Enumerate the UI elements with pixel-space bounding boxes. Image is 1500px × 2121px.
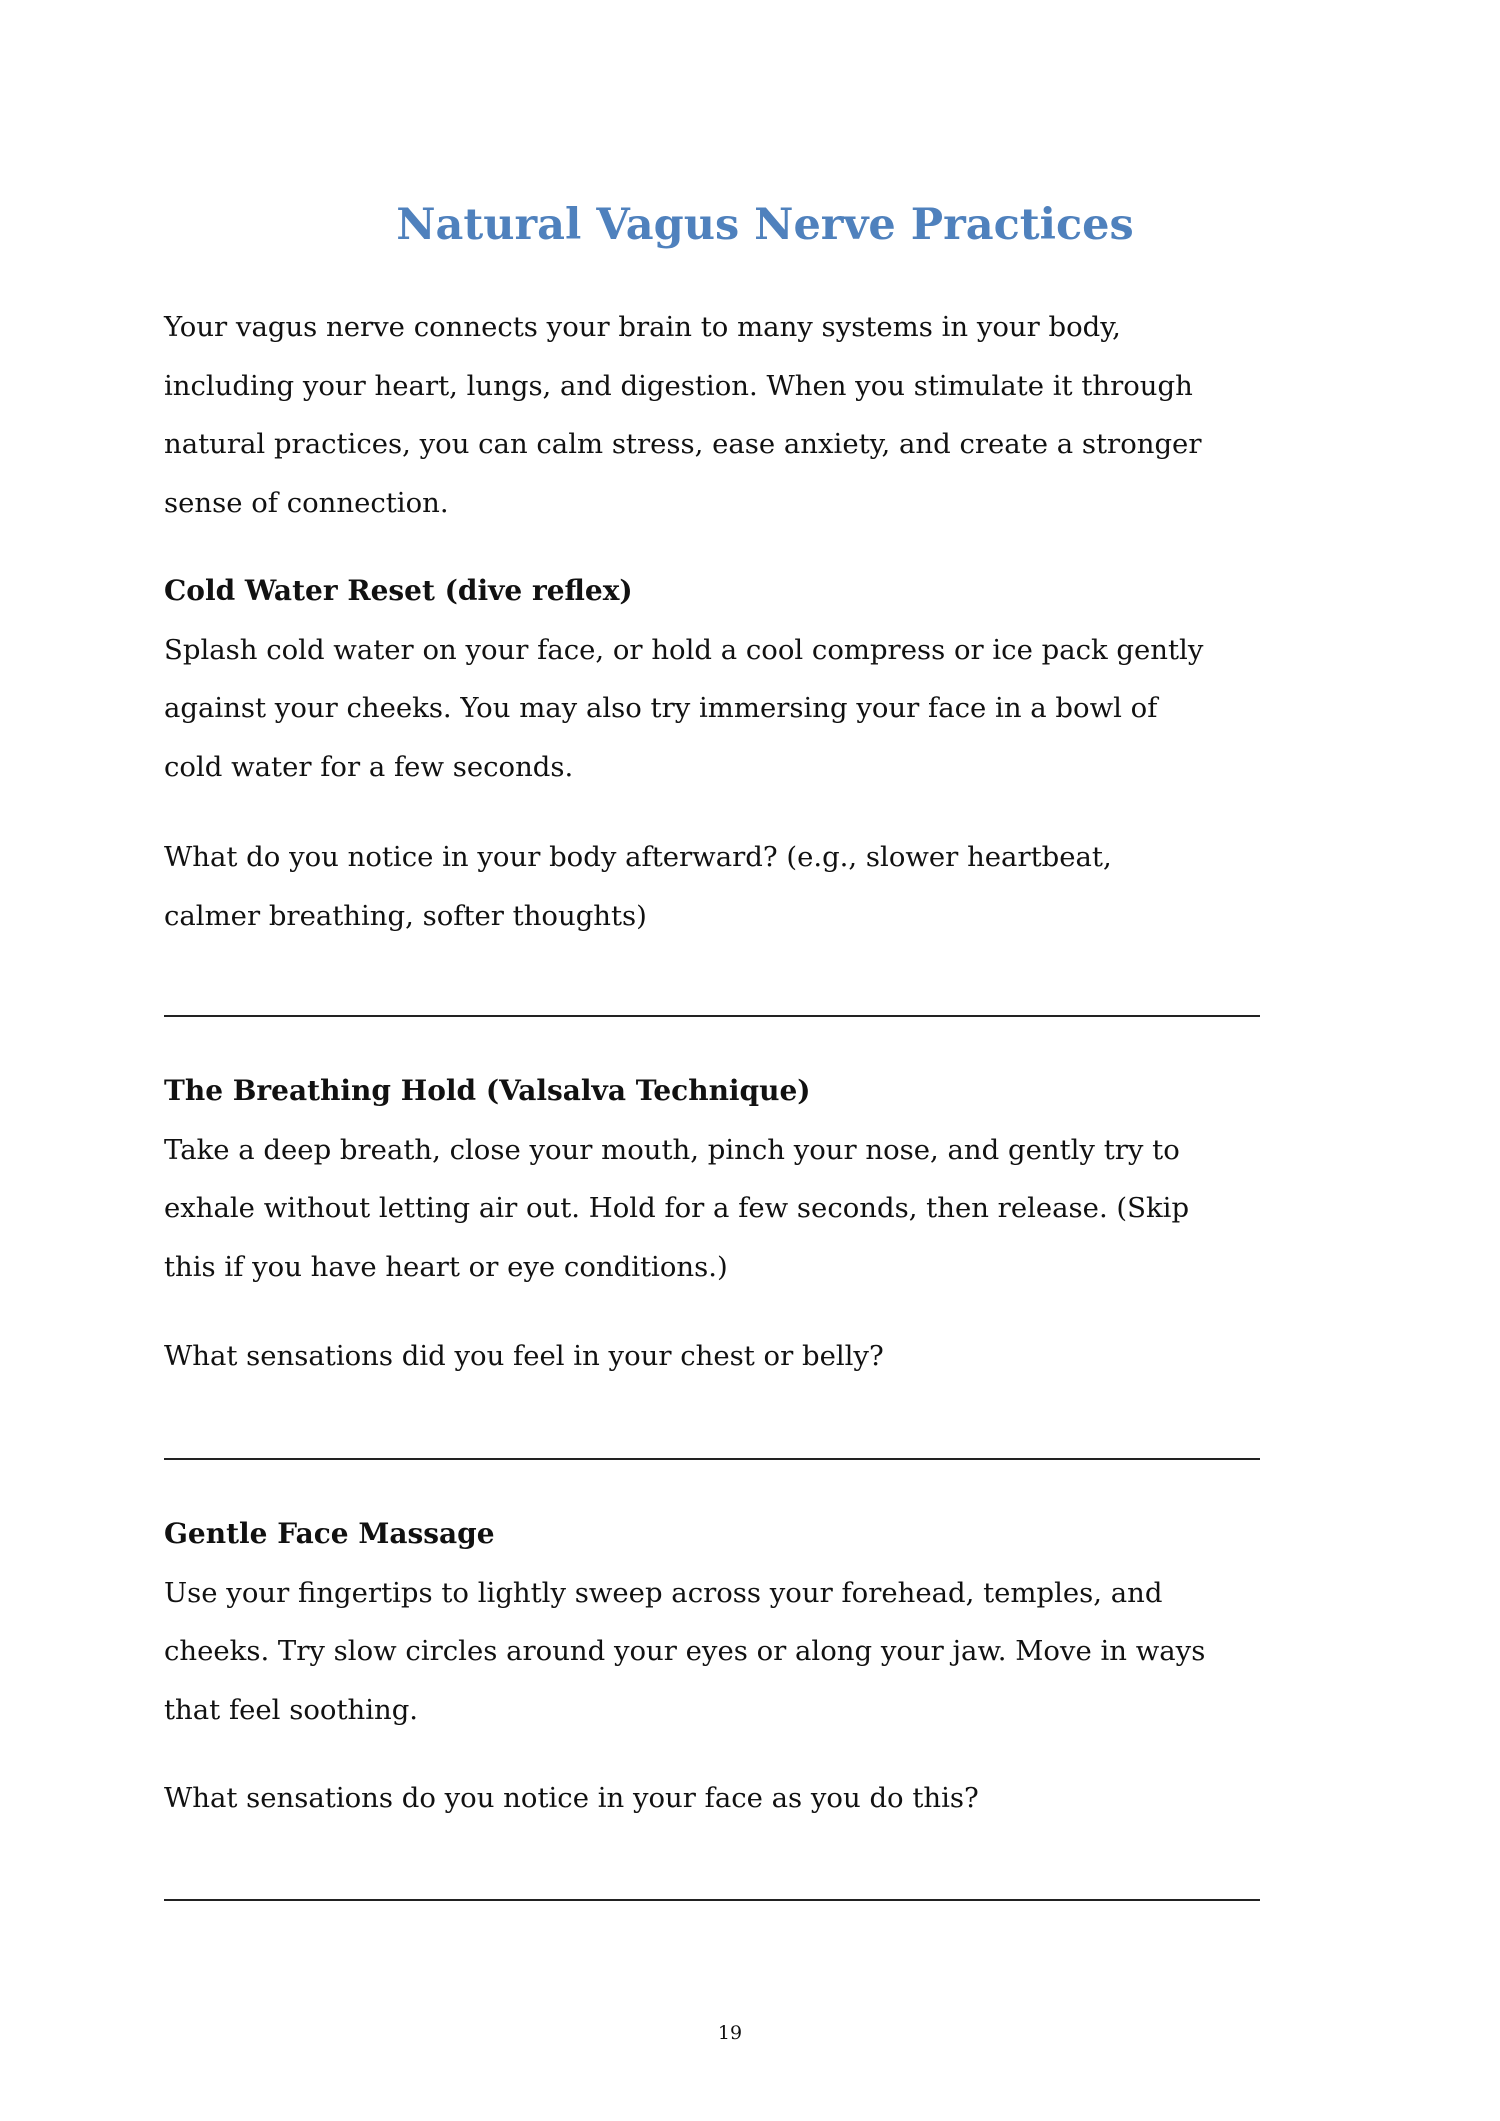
question-breathing-hold [164, 1327, 1364, 1386]
section-heading: The Breathing Hold (Valsalva Technique) [164, 1074, 811, 1107]
text-line: Your vagus nerve connects your brain to many systems in your body, [164, 311, 1121, 343]
section-breathing-hold [164, 1062, 1364, 1296]
text-line: Splash cold water on your face, or hold a cool compress or ice pack gently [164, 633, 1204, 666]
page-title: Natural Vagus Nerve Practices [396, 200, 1134, 250]
text-line: this if you have heart or eye conditions.) [164, 1250, 728, 1283]
section-heading: Gentle Face Massage [164, 1517, 495, 1550]
text-line: What do you notice in your body afterward? (e.g., slower heartbeat, [164, 841, 1112, 873]
answer-line[interactable] [164, 1899, 1260, 1901]
text-line: What sensations do you notice in your face as you do this? [164, 1782, 979, 1814]
answer-line[interactable] [164, 1458, 1260, 1460]
intro-paragraph [164, 298, 1364, 532]
text-line: calmer breathing, softer thoughts) [164, 899, 647, 932]
text-line: What sensations did you feel in your chest or belly? [164, 1340, 884, 1372]
text-line: Take a deep breath, close your mouth, pinch your nose, and gently try to [164, 1133, 1180, 1166]
text-line: exhale without letting air out. Hold for a few seconds, then release. (Skip [164, 1192, 1190, 1225]
section-cold-water [164, 562, 1364, 796]
question-face-massage [164, 1769, 1364, 1828]
question-cold-water [164, 828, 1364, 945]
section-heading: Cold Water Reset (dive reflex) [164, 574, 633, 607]
text-line: Use your fingertips to lightly sweep across your forehead, temples, and [164, 1576, 1163, 1609]
text-line: cheeks. Try slow circles around your eyes or along your jaw. Move in ways [164, 1635, 1206, 1668]
text-line: cold water for a few seconds. [164, 750, 574, 783]
text-line: against your cheeks. You may also try immersing your face in a bowl of [164, 692, 1158, 725]
text-line: including your heart, lungs, and digestion. When you stimulate it through [164, 369, 1193, 402]
page-number: 19 [717, 2022, 743, 2044]
section-face-massage [164, 1505, 1364, 1739]
answer-line[interactable] [164, 1015, 1260, 1017]
text-line: sense of connection. [164, 486, 449, 519]
text-line: natural practices, you can calm stress, ease anxiety, and create a stronger [164, 428, 1202, 461]
text-line: that feel soothing. [164, 1693, 419, 1726]
